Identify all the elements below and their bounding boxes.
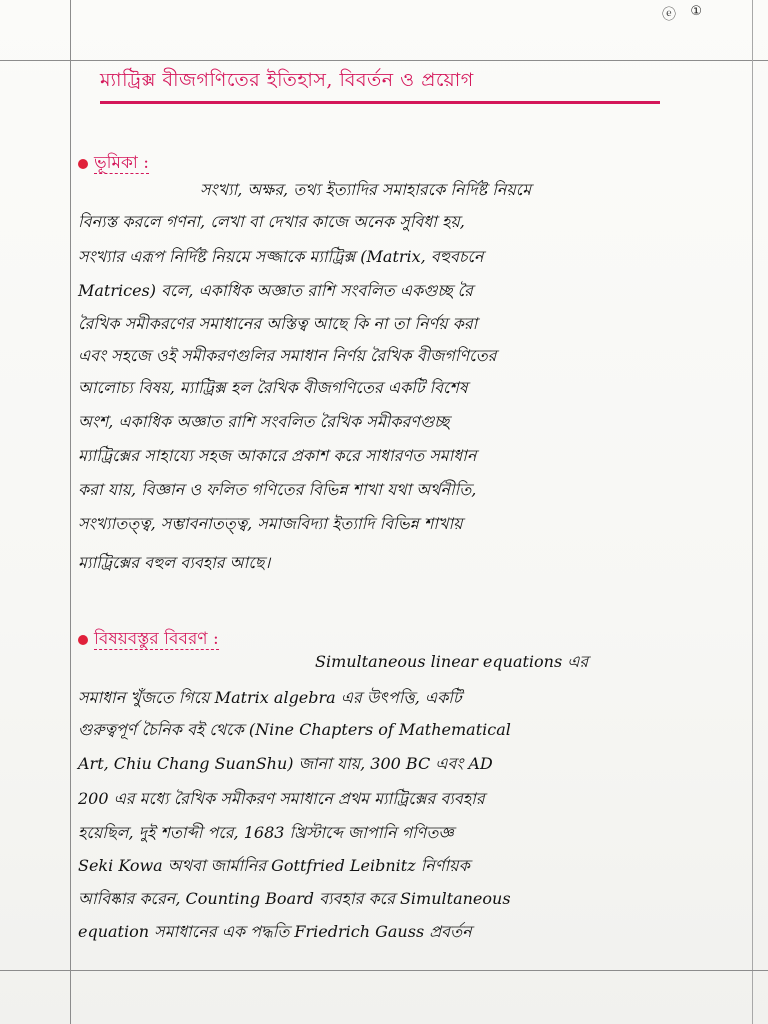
- section-heading-label: ভূমিকা :: [94, 153, 149, 173]
- body-line: সংখ্যাতত্ত্ব, সম্ভাবনাতত্ত্ব, সমাজবিদ্যা ইত্যাদি বিভিন্ন শাখায়: [78, 514, 463, 533]
- page-title: ম্যাট্রিক্স বীজগণিতের ইতিহাস, বিবর্তন ও প্রয়োগ: [100, 66, 660, 104]
- body-line: Simultaneous linear equations এর: [315, 652, 589, 671]
- body-line: সংখ্যা, অক্ষর, তথ্য ইত্যাদির সমাহারকে নির্দিষ্ট নিয়মে: [200, 180, 532, 199]
- body-line: আবিষ্কার করেন, Counting Board ব্যবহার করে Simultaneous: [78, 889, 511, 908]
- body-line: এবং সহজে ওই সমীকরণগুলির সমাধান নির্ণয় রৈখিক বীজগণিতের: [78, 346, 497, 365]
- red-bullet-icon: [78, 635, 88, 645]
- section-heading-introduction: [78, 150, 149, 178]
- body-line: রৈখিক সমীকরণের সমাধানের অস্তিত্ব আছে কি না তা নির্ণয় করা: [78, 314, 478, 333]
- body-line: আলোচ্য বিষয়, ম্যাট্রিক্স হল রৈখিক বীজগণিতের একটি বিশেষ: [78, 378, 468, 397]
- body-line: ম্যাট্রিক্সের বহুল ব্যবহার আছে।: [78, 553, 271, 572]
- red-bullet-icon: [78, 159, 88, 169]
- body-line: করা যায়, বিজ্ঞান ও ফলিত গণিতের বিভিন্ন শাখা যথা অর্থনীতি,: [78, 480, 477, 499]
- body-line: Matrices) বলে, একাধিক অজ্ঞাত রাশি সংবলিত একগুচ্ছ রৈ: [78, 281, 473, 300]
- section-heading-label: বিষয়বস্তুর বিবরণ :: [94, 629, 219, 649]
- body-line: গুরুত্বপূর্ণ চৈনিক বই থেকে (Nine Chapters of Mathematical: [78, 720, 511, 739]
- right-margin-line: [752, 0, 753, 1024]
- body-line: অংশ, একাধিক অজ্ঞাত রাশি সংবলিত রৈখিক সমীকরণগুচ্ছ: [78, 412, 450, 431]
- section-heading-description: [78, 626, 219, 654]
- bottom-margin-line: [0, 970, 768, 971]
- body-line: সমাধান খুঁজতে গিয়ে Matrix algebra এর উৎপত্তি, একটি: [78, 688, 462, 707]
- left-margin-line: [70, 0, 71, 1024]
- body-line: Art, Chiu Chang SuanShu) জানা যায়, 300 BC এবং AD: [78, 754, 493, 773]
- body-line: বিন্যস্ত করলে গণনা, লেখা বা দেখার কাজে অনেক সুবিধা হয়,: [78, 212, 465, 231]
- corner-mark: ⓔ: [662, 7, 676, 23]
- top-margin-line: [0, 60, 768, 61]
- body-line: Seki Kowa অথবা জার্মানির Gottfried Leibnitz নির্ণায়ক: [78, 856, 470, 875]
- body-line: ম্যাট্রিক্সের সাহায্যে সহজ আকারে প্রকাশ করে সাধারণত সমাধান: [78, 446, 477, 465]
- body-line: 200 এর মধ্যে রৈখিক সমীকরণ সমাধানে প্রথম ম্যাট্রিক্সের ব্যবহার: [78, 789, 485, 808]
- page-number: ①: [690, 4, 702, 19]
- body-line: হয়েছিল, দুই শতাব্দী পরে, 1683 খ্রিস্টাব্দে জাপানি গণিতজ্ঞ: [78, 823, 454, 842]
- body-line: equation সমাধানের এক পদ্ধতি Friedrich Gauss প্রবর্তন: [78, 922, 472, 941]
- body-line: সংখ্যার এরূপ নির্দিষ্ট নিয়মে সজ্জাকে ম্যাট্রিক্স (Matrix, বহুবচনে: [78, 247, 484, 266]
